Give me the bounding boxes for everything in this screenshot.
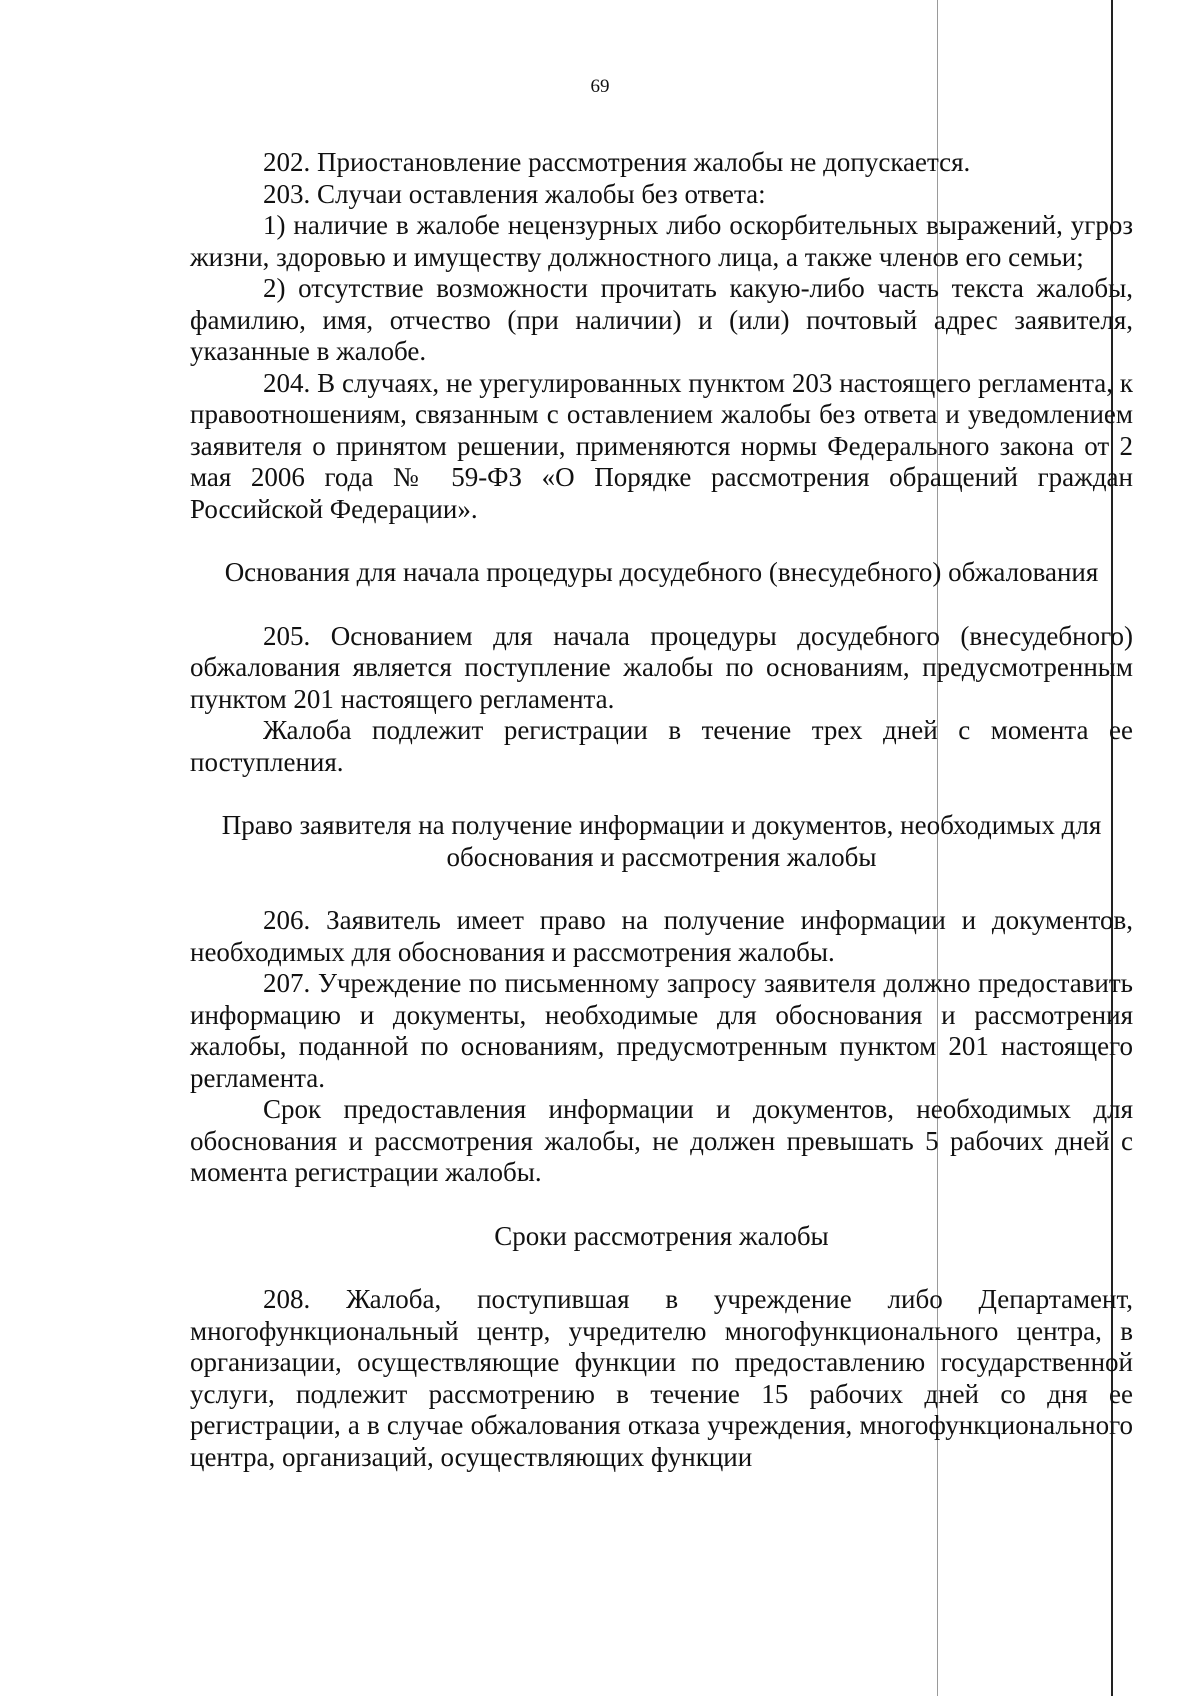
paragraph-204: 204. В случаях, не урегулированных пунктом 203 настоящего регламента, к правоотношениям, связанным с оставлением жалобы без ответа и уведомлением заявителя о принятом решении, применяются нормы Федерального закона от 2 мая 2006 года № 59-ФЗ «О Порядке рассмотрения обращений граждан Российской Федерации». — [190, 367, 1133, 524]
paragraph-202: 202. Приостановление рассмотрения жалобы не допускается. — [263, 147, 971, 177]
paragraph-208: 208. Жалоба, поступившая в учреждение либо Департамент, многофункциональный центр, учредителю многофункционального центра, в организации, осуществляющие функции по предоставлению государственной услуги, подлежит рассмотрению в течение 15 рабочих дней со дня ее регистрации, а в случае обжалования отказа учреждения, многофункционального центра, организаций, осуществляющих функции — [190, 1284, 1133, 1472]
paragraph-206: 206. Заявитель имеет право на получение информации и документов, необходимых для обоснования и рассмотрения жалобы. — [190, 905, 1133, 967]
paragraph-deadline: Срок предоставления информации и документов, необходимых для обоснования и рассмотрения жалобы, не должен превышать 5 рабочих дней с момента регистрации жалобы. — [190, 1094, 1133, 1187]
paragraph-207: 207. Учреждение по письменному запросу заявителя должно предоставить информацию и документы, необходимые для обоснования и рассмотрения жалобы, поданной по основаниям, предусмотренным пунктом 201 настоящего регламента. — [190, 968, 1133, 1093]
document-body — [190, 147, 1133, 1473]
section-heading-right-to-information: Право заявителя на получение информации и документов, необходимых для обоснования и рассмотрения жалобы — [221, 810, 1102, 872]
paragraph-203-item-1: 1) наличие в жалобе нецензурных либо оскорбительных выражений, угроз жизни, здоровью и имуществу должностного лица, а также членов его семьи; — [190, 210, 1133, 272]
section-heading-review-terms: Сроки рассмотрения жалобы — [494, 1220, 829, 1251]
section-heading-grounds: Основания для начала процедуры досудебного (внесудебного) обжалования — [224, 557, 1099, 587]
paragraph-205: 205. Основанием для начала процедуры досудебного (внесудебного) обжалования является поступление жалобы по основаниям, предусмотренным пунктом 201 настоящего регламента. — [190, 620, 1133, 714]
paragraph-registration: Жалоба подлежит регистрации в течение трех дней с момента ее поступления. — [190, 715, 1133, 777]
paragraph-203-item-2: 2) отсутствие возможности прочитать какую-либо часть текста жалобы, фамилию, имя, отчество (при наличии) и (или) почтовый адрес заявителя, указанные в жалобе. — [190, 273, 1133, 366]
page-number: 69 — [590, 76, 610, 97]
paragraph-203: 203. Случаи оставления жалобы без ответа: — [263, 178, 766, 209]
